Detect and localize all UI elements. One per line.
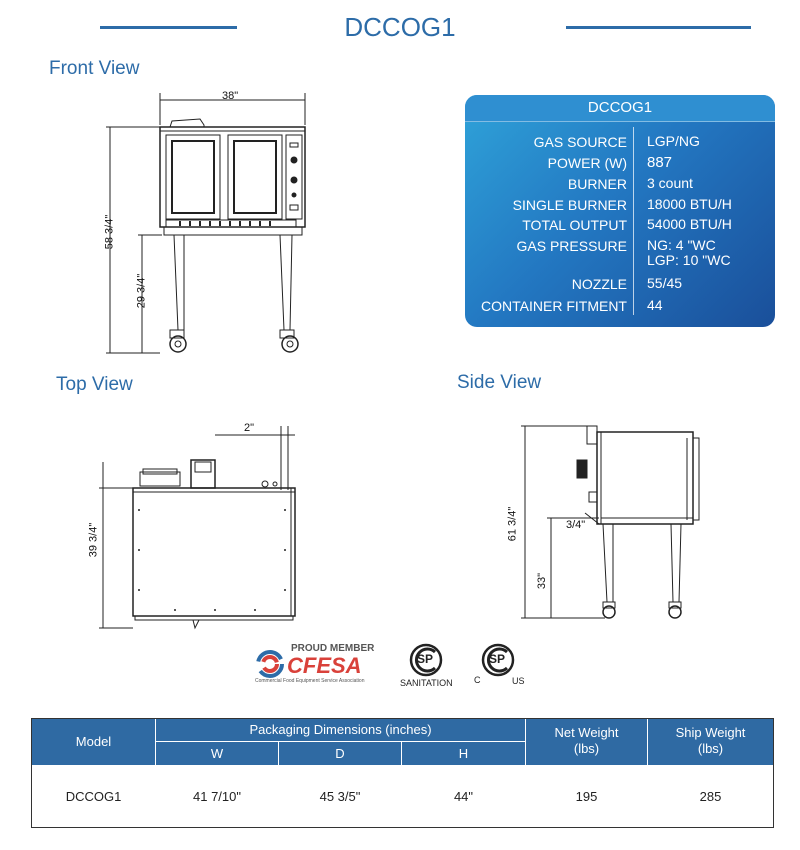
cell-w: 41 7/10" <box>193 789 241 804</box>
side-view-title: Side View <box>457 372 542 393</box>
spec-value: 887 <box>647 154 673 171</box>
side-height-label: 61 3/4" <box>506 506 519 542</box>
csa-mark-text: SP <box>417 652 434 666</box>
front-view-drawing <box>100 85 330 360</box>
cell-h: 44" <box>453 789 474 804</box>
csa-cus-mark-text: SP <box>489 652 506 666</box>
header-model: Model <box>75 734 112 749</box>
side-small-label: 3/4" <box>566 519 586 531</box>
spec-value: 3 count <box>647 175 693 191</box>
front-height-label: 58 3/4" <box>103 214 116 250</box>
top-view-drawing <box>95 420 310 635</box>
spec-value: 18000 BTU/H <box>647 196 732 212</box>
header-h: H <box>402 742 525 765</box>
csa-us-label: US <box>512 676 525 686</box>
cfesa-logo <box>255 643 385 685</box>
cfesa-tagline: PROUD MEMBER <box>291 643 375 654</box>
spec-card-title: DCCOG1 <box>465 95 775 122</box>
header-net-weight: Net Weight (lbs) <box>526 719 647 765</box>
cell-d: 45 3/5" <box>319 789 361 804</box>
cfesa-subtitle: Commercial Food Equipment Service Association <box>255 678 365 684</box>
top-offset-label: 2" <box>244 422 255 434</box>
front-view-title: Front View <box>49 58 140 79</box>
side-leg-label: 33" <box>536 572 549 590</box>
spec-value: NG: 4 "WC LGP: 10 "WC <box>647 237 731 268</box>
cfesa-swirl-icon <box>255 649 285 679</box>
side-view-drawing <box>515 418 715 623</box>
csa-c-label: C <box>474 675 481 685</box>
spec-label: GAS SOURCE <box>533 134 627 150</box>
front-width-label: 38" <box>222 90 239 102</box>
spec-divider <box>633 127 634 315</box>
cell-model: DCCOG1 <box>65 789 122 804</box>
cell-net-weight: 195 <box>575 789 598 804</box>
spec-card <box>465 95 775 327</box>
header-packaging: Packaging Dimensions (inches) <box>156 719 525 741</box>
top-depth-label: 39 3/4" <box>87 522 100 558</box>
spec-label: TOTAL OUTPUT <box>522 217 627 233</box>
csa-sanitation-label: SANITATION <box>400 678 453 688</box>
spec-label: POWER (W) <box>547 155 627 171</box>
spec-label: SINGLE BURNER <box>512 197 627 213</box>
spec-label: NOZZLE <box>571 276 627 292</box>
csa-sanitation-logo <box>400 643 460 689</box>
cell-ship-weight: 285 <box>699 789 722 804</box>
spec-label: GAS PRESSURE <box>516 238 627 254</box>
header-model-cell <box>32 719 155 765</box>
header-ship-weight: Ship Weight (lbs) <box>648 719 773 765</box>
spec-value: 55/45 <box>647 275 683 291</box>
page-title: DCCOG1 <box>344 12 456 42</box>
spec-value: LGP/NG <box>647 133 700 149</box>
front-leg-label: 29 3/4" <box>135 273 148 309</box>
spec-value: 54000 BTU/H <box>647 216 732 232</box>
spec-value: 44 <box>647 297 663 313</box>
csa-cus-logo <box>472 643 532 689</box>
packaging-table <box>31 718 774 828</box>
spec-label: BURNER <box>567 176 627 192</box>
header-d: D <box>279 742 401 765</box>
header-w: W <box>156 742 278 765</box>
cfesa-name: CFESA <box>287 653 362 678</box>
top-view-title: Top View <box>56 374 133 395</box>
spec-label: CONTAINER FITMENT <box>481 298 627 314</box>
